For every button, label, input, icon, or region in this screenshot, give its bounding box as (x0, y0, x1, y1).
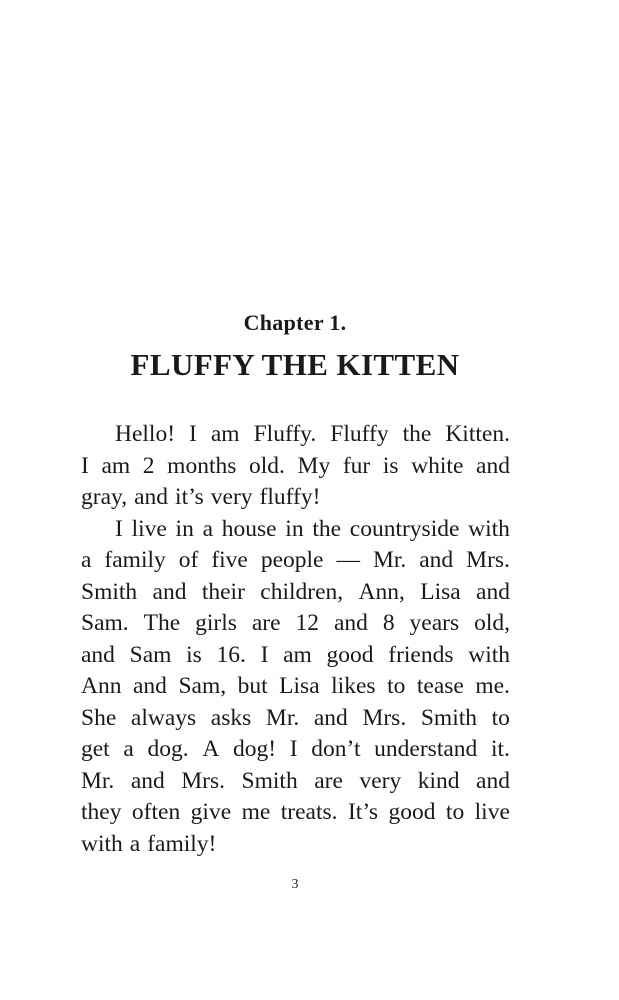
word: and (333, 610, 368, 636)
text-line (81, 640, 510, 672)
text-line (81, 797, 510, 829)
word: to (445, 799, 465, 825)
word: and (476, 767, 510, 794)
word: I (260, 641, 269, 668)
word: I (289, 736, 298, 762)
word: a (129, 830, 141, 857)
word: old. (249, 452, 285, 479)
word: and (476, 578, 510, 605)
word: friends (388, 641, 454, 668)
word: The (143, 610, 181, 636)
word: their (201, 578, 245, 605)
word: 16. (216, 641, 246, 668)
word: in (175, 515, 194, 542)
word: She (81, 704, 117, 731)
word: with (468, 515, 510, 542)
word: Ann (81, 673, 122, 699)
text-line (81, 419, 510, 451)
word: is (186, 641, 202, 668)
word: dog. (147, 736, 189, 762)
word: gray, (81, 484, 128, 510)
word: often (131, 799, 181, 825)
text-line (81, 545, 510, 577)
word: am (210, 421, 240, 447)
word: to (491, 704, 510, 731)
word: Mrs. (466, 547, 510, 573)
word: Sam. (81, 610, 129, 636)
word: good (388, 799, 436, 825)
word: Smith (420, 704, 478, 731)
word: dog! (233, 736, 277, 762)
word: always (130, 704, 197, 731)
word: and (81, 641, 115, 668)
word: Mr. (81, 767, 115, 794)
word: fur (342, 452, 371, 479)
word: a (202, 515, 213, 542)
word: and (133, 673, 167, 699)
word: Fluffy. (253, 421, 317, 447)
word: Lisa (420, 578, 461, 605)
word: the (402, 421, 432, 447)
word: very (210, 484, 253, 510)
word: a (123, 736, 134, 762)
word: Sam, (178, 673, 227, 699)
text-line (81, 829, 510, 861)
word: it’s (175, 484, 204, 510)
word: years (409, 610, 460, 636)
chapter-title: FLUFFY THE KITTEN (130, 347, 460, 382)
word: with (468, 641, 510, 668)
chapter-label: Chapter 1. (243, 310, 347, 335)
word: the (312, 515, 342, 542)
word: and (313, 704, 348, 731)
word: are (251, 610, 281, 636)
word: Fluffy (330, 421, 389, 447)
word: Ann, (358, 578, 405, 605)
word: I (115, 515, 123, 542)
word: fluffy! (259, 484, 321, 510)
word: tease (416, 673, 464, 699)
word: of (178, 547, 199, 573)
word: kind (417, 767, 460, 794)
word: live (474, 799, 510, 825)
word: me (241, 799, 271, 825)
word: 2 (142, 452, 155, 479)
word: people (260, 547, 324, 573)
text-line (81, 608, 510, 640)
page-number: 3 (291, 877, 299, 892)
word: they (81, 799, 122, 825)
word: Mrs. (362, 704, 407, 731)
word: Hello! (115, 421, 176, 447)
word: white (411, 452, 464, 479)
word: me. (475, 673, 510, 699)
word: 12 (295, 610, 319, 636)
word: family (104, 547, 166, 573)
word: it. (490, 736, 510, 762)
word: I (189, 421, 197, 447)
word: Smith (241, 767, 298, 794)
text-line (81, 766, 510, 798)
word: am (283, 641, 312, 668)
word: Mr. (265, 704, 300, 731)
word: with (81, 830, 123, 857)
word: and (134, 484, 169, 510)
text-line (81, 451, 510, 483)
word: and (476, 452, 510, 479)
word: very (359, 767, 402, 794)
word: months (167, 452, 237, 479)
word: Kitten. (445, 421, 510, 447)
word: in (285, 515, 304, 542)
word: house (221, 515, 277, 542)
text-line (81, 734, 510, 766)
word: get (81, 736, 110, 762)
word: likes (331, 673, 376, 699)
word: and (152, 578, 187, 605)
word: five (211, 547, 248, 573)
word: Mrs. (181, 767, 226, 794)
word: 8 (382, 610, 395, 636)
word: treats. (280, 799, 338, 825)
word: Mr. (372, 547, 407, 573)
word: It’s (347, 799, 379, 825)
word: My (297, 452, 331, 479)
word: and (130, 767, 165, 794)
word: Lisa (279, 673, 320, 699)
text-line (81, 514, 510, 546)
word: girls (195, 610, 237, 636)
word: children, (260, 578, 344, 605)
chapter-body (81, 419, 510, 860)
word: are (314, 767, 343, 794)
word: asks (210, 704, 252, 731)
word: don’t (311, 736, 361, 762)
word: a (81, 547, 92, 573)
word: Smith (81, 578, 138, 605)
text-line (81, 482, 510, 514)
word: A (202, 736, 220, 762)
word: live (131, 515, 167, 542)
word: countryside (349, 515, 460, 542)
text-line (81, 703, 510, 735)
word: old, (474, 610, 510, 636)
word: — (336, 547, 360, 573)
word: understand (374, 736, 478, 762)
word: give (190, 799, 232, 825)
word: good (326, 641, 374, 668)
word: is (382, 452, 399, 479)
word: family! (147, 830, 217, 857)
word: but (237, 673, 268, 699)
word: am (101, 452, 131, 479)
text-line (81, 577, 510, 609)
word: and (419, 547, 454, 573)
word: Sam (129, 641, 172, 668)
text-line (81, 671, 510, 703)
word: to (387, 673, 406, 699)
word: I (81, 452, 89, 479)
